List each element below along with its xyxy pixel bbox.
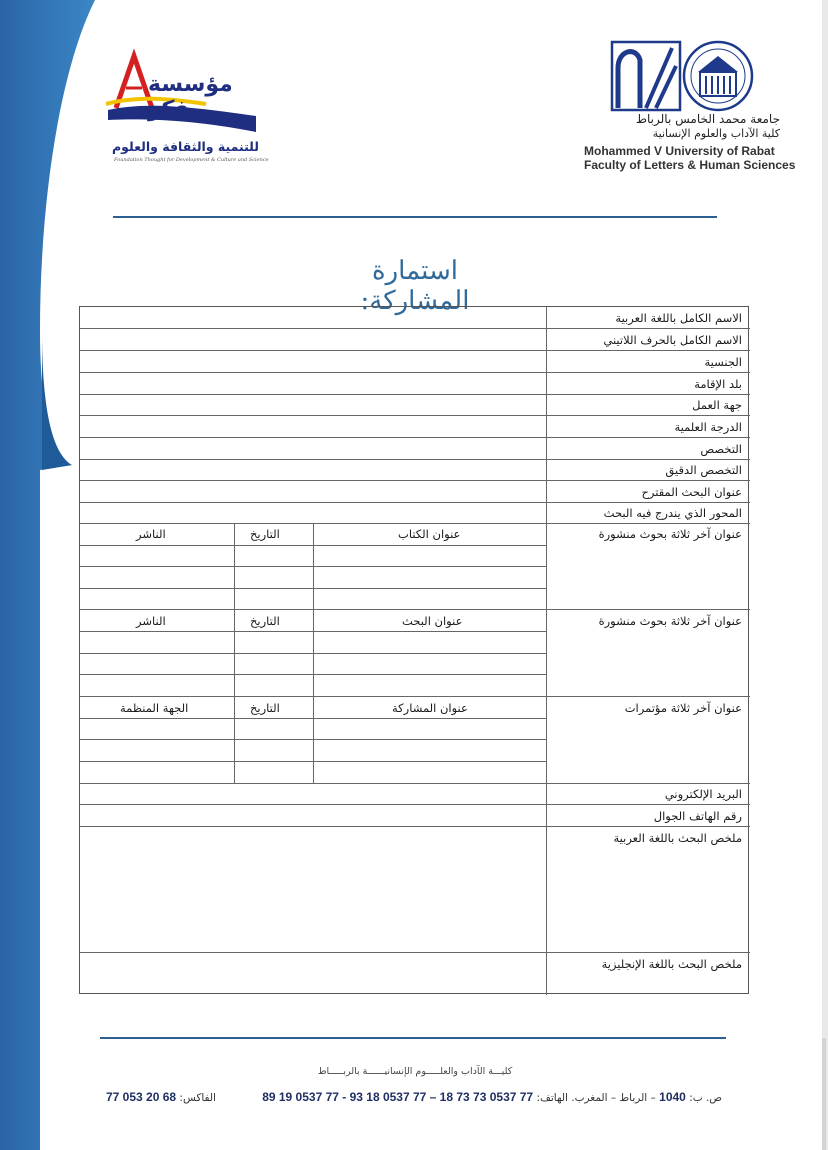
- label-abstract-english: ملخص البحث باللغة الإنجليزية: [601, 957, 742, 971]
- col-conference-organizer: الجهة المنظمة: [120, 701, 189, 715]
- footer-pobox-label: ص. ب:: [689, 1092, 722, 1104]
- footer-city-phone-label: – الرباط – المغرب. الهاتف:: [536, 1092, 656, 1104]
- footer-fax-number: 77 053 20 68: [106, 1090, 177, 1104]
- fikr-foundation-logo: [106, 48, 269, 168]
- label-email: البريد الإلكتروني: [664, 787, 742, 801]
- form-column-divider: [546, 307, 547, 995]
- fikr-name: مؤسسة فكر: [148, 72, 233, 122]
- footer-fax: [106, 1090, 216, 1104]
- university-name-arabic: جامعة محمد الخامس بالرباط: [635, 112, 780, 126]
- page-scroll-edge: [822, 1038, 826, 1150]
- col-conference-date: التاريخ: [250, 701, 280, 715]
- footer-fax-label: الفاكس:: [179, 1092, 216, 1104]
- label-specialty: التخصص: [700, 442, 742, 456]
- col-paper-date: التاريخ: [250, 614, 280, 628]
- footer-contact: [238, 1090, 722, 1104]
- label-full-name-arabic: الاسم الكامل باللغة العربية: [615, 311, 742, 325]
- label-degree: الدرجة العلمية: [674, 420, 742, 434]
- label-research-title: عنوان البحث المقترح: [641, 485, 742, 499]
- faculty-name-english: Faculty of Letters & Human Sciences: [584, 158, 796, 172]
- university-logo: [584, 38, 796, 178]
- col-paper-publisher: الناشر: [136, 614, 166, 628]
- header-divider: [113, 216, 717, 218]
- col-conference-title: عنوان المشاركة: [392, 701, 468, 715]
- col-book-title: عنوان الكتاب: [398, 527, 461, 541]
- label-research-axis: المحور الذي يندرج فيه البحث: [603, 506, 742, 520]
- faculty-name-arabic: كلية الآداب والعلوم الإنسانية: [652, 127, 780, 140]
- page-edge: [822, 0, 828, 1150]
- label-full-name-latin: الاسم الكامل بالحرف اللاتيني: [603, 333, 742, 347]
- label-sub-specialty: التخصص الدقيق: [665, 463, 742, 477]
- footer-divider: [100, 1037, 726, 1039]
- label-last-books: عنوان آخر ثلاثة بحوث منشورة: [598, 527, 742, 541]
- footer-phones: 89 19 0537 77 - 93 18 0537 77 – 18 73 73 0537 77: [262, 1090, 534, 1104]
- label-employer: جهة العمل: [692, 398, 742, 412]
- fikr-tagline: Foundation Thought for Development & Culture and Science: [114, 157, 269, 163]
- label-nationality: الجنسية: [704, 355, 742, 369]
- footer-faculty-name: كليـــة الآداب والعلـــــوم الإنسانيــــــة بالربـــــاط: [317, 1066, 513, 1077]
- university-emblem-icon: [584, 38, 784, 112]
- label-residence-country: بلد الإقامة: [694, 377, 742, 391]
- label-phone: رقم الهاتف الجوال: [653, 809, 742, 823]
- label-last-papers: عنوان آخر ثلاثة بحوث منشورة: [598, 614, 742, 628]
- form-title: استمارة المشاركة:: [360, 256, 470, 316]
- col-book-publisher: الناشر: [136, 527, 166, 541]
- fikr-subtitle: للتنمية والثقافة والعلوم: [112, 139, 259, 154]
- label-abstract-arabic: ملخص البحث باللغة العربية: [613, 831, 742, 845]
- footer-pobox: 1040: [659, 1090, 686, 1104]
- university-name-english: Mohammed V University of Rabat: [584, 144, 775, 158]
- col-paper-title: عنوان البحث: [402, 614, 463, 628]
- participation-form: [79, 306, 749, 994]
- label-last-conferences: عنوان آخر ثلاثة مؤتمرات: [624, 701, 742, 715]
- col-book-date: التاريخ: [250, 527, 280, 541]
